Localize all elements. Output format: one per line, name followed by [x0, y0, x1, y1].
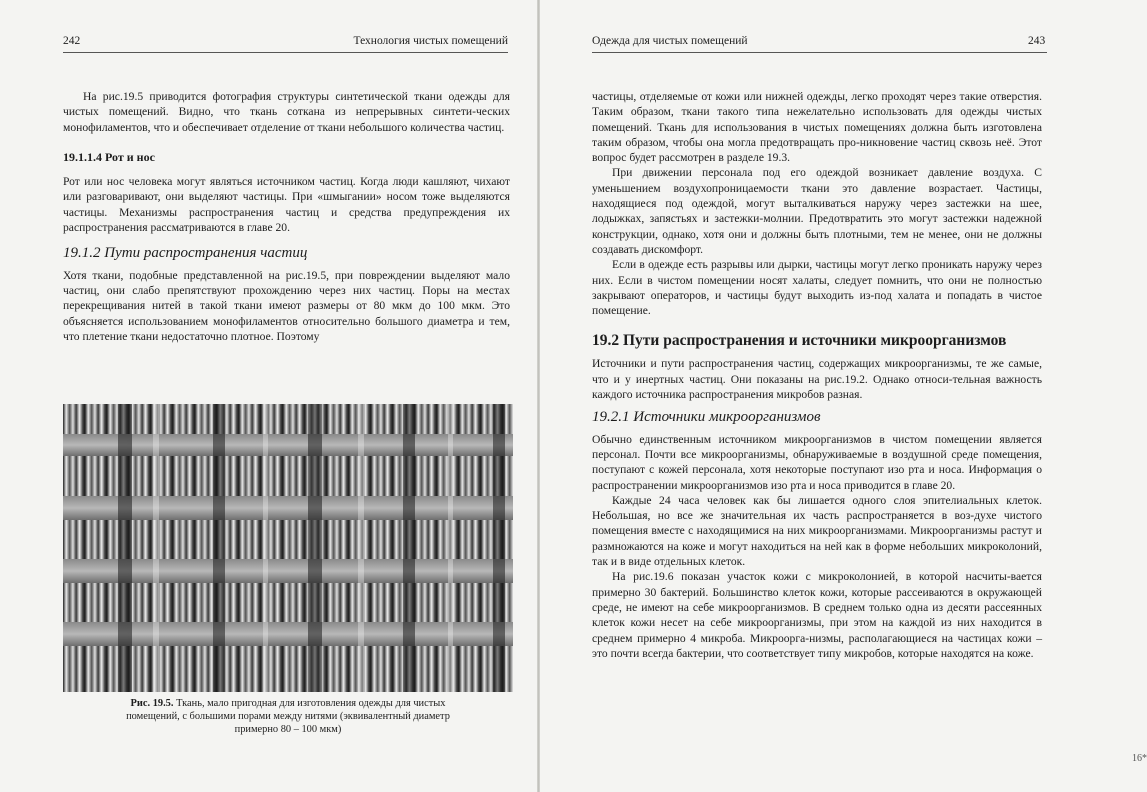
- fabric-photo: [63, 404, 513, 692]
- paragraph: Рот или нос человека могут являться источником частиц. Когда люди кашляют, чихают или разговаривают, они выделяют частицы. При «шмыгании» носом тоже выделяются частицы. Механизмы распространения частиц и средства предупреждения их распространения рассматриваются в главе 20.: [63, 175, 510, 235]
- text-block-top: [63, 89, 510, 344]
- subsection-heading: 19.1.1.4 Рот и нос: [63, 149, 155, 164]
- section-heading: 19.2 Пути распространения и источники микроорганизмов: [592, 332, 1007, 350]
- paragraph: Если в одежде есть разрывы или дырки, частицы могут легко проникать наружу через них. Если в чистом помещении носят халаты, следует помнить, что они не полностью закрывают операторов, и частицы будут выходить из-под халата и попадать в чистое помещение.: [592, 258, 1042, 318]
- paragraph: На рис.19.6 показан участок кожи с микроколонией, в которой насчиты-вается примерно 30 бактерий. Большинство клеток кожи, которые рассеиваются в окружающей среде, не имеют на себе микроорганизмов. В среднем только одна из десяти рассеянных клеток кожи несет на себе микроорганизмы, при этом на каждой из них находится в среднем примерно 4 микроба. Микроорга-низмы, располагающиеся на частицах кожи – это почти всегда бактерии, что соответствует типу микробов, которые находятся на коже.: [592, 570, 1042, 660]
- caption-text: Ткань, мало пригодная для изготовления одежды для чистых помещений, с большими порами между нитями (эквивалентный диаметр примерно 80 – 100 мкм): [126, 698, 450, 735]
- section-heading: 19.1.2 Пути распространения частиц: [63, 245, 308, 262]
- subsection-heading: 19.2.1 Источники микроорганизмов: [592, 409, 821, 426]
- paragraph: Источники и пути распространения частиц, содержащих микроорганизмы, те же самые, что и у инертных частиц. Они показаны на рис.19.2. Однако относи-тельная важность каждого источника распространения микробов разная.: [592, 357, 1042, 402]
- running-title: Технология чистых помещений: [353, 35, 508, 47]
- header-rule: [592, 52, 1047, 53]
- paragraph: При движении персонала под его одеждой возникает давление воздуха. С уменьшением воздухопроницаемости ткани это давление возрастает. Частицы, находящиеся под одеждой, могут выталкиваться наружу через застежки на шее, лодыжках, запястьях и застежки-молнии. Предотвратить это могут застежки надежной конструкции, однако, хотя они и должны быть плотными, тем не менее, они не должны создавать дискомфорт.: [592, 166, 1042, 256]
- page-number: 242: [63, 35, 81, 47]
- figure-caption: [110, 697, 466, 736]
- signature-mark: 16*: [1132, 753, 1147, 764]
- paragraph: Обычно единственным источником микроорганизмов в чистом помещении является персонал. Почти все микроорганизмы, обнаруживаемые в воздушной среде помещения, поступают с кожей персонала, хотя некоторые поступают изо рта и носа. Информация о распространении микроорганизмов изо рта и носа приводится в главе 20.: [592, 432, 1042, 492]
- header-rule: [63, 52, 508, 53]
- page-number: 243: [1028, 35, 1046, 47]
- paragraph: Хотя ткани, подобные представленной на рис.19.5, при повреждении выделяют мало частиц, они слабо препятствуют прохождению через них частиц. Поры на местах перекрещивания нитей в такой ткани имеют размеры от 80 мкм до 100 мкм. Это объясняется использованием монофиламентов относительно большого диаметра и тем, что плетение ткани недостаточно плотное. Поэтому: [63, 268, 510, 343]
- right-page: [540, 0, 1147, 792]
- paragraph: частицы, отделяемые от кожи или нижней одежды, легко проходят через такие отверстия. Таким образом, ткани такого типа нежелательно использовать для одежды чистых помещений. Ткань для использования в чистых помещениях должна быть изготовлена таким образом, чтобы она могла предотвращать про-никновение частиц сквозь неё. Этот вопрос будет рассмотрен в разделе 19.3.: [592, 90, 1042, 165]
- paragraph: Каждые 24 часа человек как бы лишается одного слоя эпителиальных клеток. Небольшая, но все же значительная их часть распространяется в воз-духе чистого помещения вместе с находящимися на них микроорганизмами. Микроорганизмы растут и размножаются на коже и могут находиться на ней как в форме небольших микроколоний, так и в виде отдельных клеток.: [592, 493, 1042, 569]
- paragraph: На рис.19.5 приводится фотография структуры синтетической ткани одежды для чистых помещений. Видно, что ткань соткана из непрерывных синтети-ческих монофиламентов, что и обеспечивает отделение от ткани небольшого количества частиц.: [63, 90, 510, 134]
- text-block: [592, 89, 1042, 661]
- left-page: [0, 0, 538, 792]
- caption-label: Рис. 19.5.: [130, 698, 174, 709]
- running-title: Одежда для чистых помещений: [592, 35, 748, 47]
